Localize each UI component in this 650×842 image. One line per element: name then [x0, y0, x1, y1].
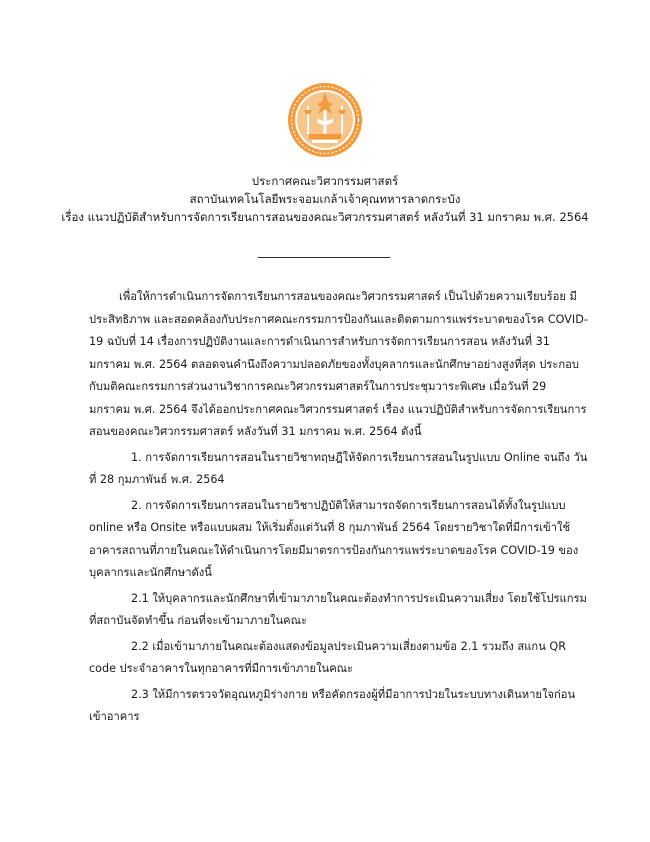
document-body — [89, 286, 589, 732]
item-2-2-paragraph: 2.2 เมื่อเข้ามาภายในคณะต้องแสดงข้อมูลประเมินความเสี่ยงตามข้อ 2.1 รวมถึง สแกน QR code ประจำอาคารในทุกอาคารที่มีการเข้าภายในคณะ — [89, 639, 566, 675]
item-2-3-paragraph: 2.3 ให้มีการตรวจวัดอุณหภูมิร่างกาย หรือคัดกรองผู้ที่มีอาการป่วยในระบบทางเดินหายใจก่อนเข้าอาคาร — [89, 687, 576, 723]
intro-paragraph: เพื่อให้การดำเนินการจัดการเรียนการสอนของคณะวิศวกรรมศาสตร์ เป็นไปด้วยความเรียบร้อย มีประสิทธิภาพ และสอดคล้องกับประกาศคณะกรรมการป้องกันและติดตามการแพร่ระบาดของโรค COVID-19 ฉบับที่ 14 เรื่องการปฏิบัติงานและการดำเนินการสำหรับการจัดการเรียนการสอน หลังวันที่ 31 มกราคม พ.ศ. 2564 ตลอดจนคำนึงถึงความปลอดภัยของทั้งบุคลากรและนักศึกษาอย่างสูงที่สุด ประกอบกับมติคณะกรรมการส่วนงานวิชาการคณะวิศวกรรมศาสตร์ในการประชุมวาระพิเศษ เมื่อวันที่ 29 มกราคม พ.ศ. 2564 จึงได้ออกประกาศคณะวิศวกรรมศาสตร์ เรื่อง แนวปฏิบัติสำหรับการจัดการเรียนการสอนของคณะวิศวกรรมศาสตร์ หลังวันที่ 31 มกราคม พ.ศ. 2564 ดังนี้ — [89, 290, 588, 438]
document-title: ประกาศคณะวิศวกรรมศาสตร์ — [251, 174, 399, 188]
item-2-paragraph: 2. การจัดการเรียนการสอนในรายวิชาปฏิบัติให้สามารถจัดการเรียนการสอนได้ทั้งในรูปแบบ online หรือ Onsite หรือแบบผสม ให้เริ่มตั้งแต่วันที่ 8 กุมภาพันธ์ 2564 โดยรายวิชาใดที่มีการเข้าใช้อาคารสถานที่ภายในคณะให้ดำเนินการโดยมีมาตรการป้องกันการแพร่ระบาดของโรค COVID-19 ของบุคลากรและนักศึกษาดังนี้ — [89, 498, 579, 579]
kmitl-university-seal-icon — [287, 80, 363, 160]
institution-name: สถาบันเทคโนโลยีพระจอมเกล้าเจ้าคุณทหารลาดกระบัง — [189, 192, 461, 206]
document-subject: เรื่อง แนวปฏิบัติสำหรับการจัดการเรียนการสอนของคณะวิศวกรรมศาสตร์ หลังวันที่ 31 มกราคม พ.ศ. 2564 — [61, 210, 589, 224]
title-divider — [258, 257, 390, 258]
item-1-paragraph: 1. การจัดการเรียนการสอนในรายวิชาทฤษฎีให้จัดการเรียนการสอนในรูปแบบ Online จนถึง วันที่ 28 กุมภาพันธ์ พ.ศ. 2564 — [89, 450, 588, 486]
item-2-1-paragraph: 2.1 ให้บุคลากรและนักศึกษาที่เข้ามาภายในคณะต้องทำการประเมินความเสี่ยง โดยใช้โปรแกรมที่สถาบันจัดทำขึ้น ก่อนที่จะเข้ามาภายในคณะ — [89, 591, 587, 627]
